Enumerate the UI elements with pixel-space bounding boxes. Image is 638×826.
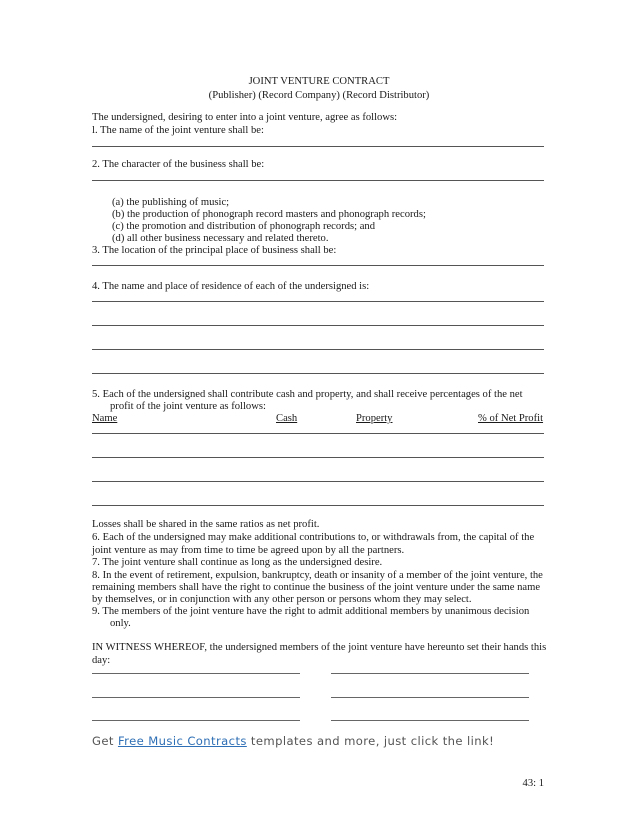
fill-line-residence-3[interactable] — [92, 349, 544, 350]
clause-5-line-2: profit of the joint venture as follows: — [110, 401, 266, 412]
clause-6-line-2: joint venture as may from time to time be agreed upon by all the partners. — [92, 545, 405, 556]
clause-8-line-3: by themselves, or in conjunction with any other person or persons whom they may select. — [92, 594, 472, 605]
clause-5-line-1: 5. Each of the undersigned shall contribute cash and property, and shall receive percentages of the net — [92, 389, 523, 400]
clause-2-item-b: (b) the production of phonograph record masters and phonograph records; — [112, 209, 426, 220]
intro-text: The undersigned, desiring to enter into a joint venture, agree as follows: — [92, 112, 398, 123]
clause-1: l. The name of the joint venture shall be: — [92, 125, 264, 136]
fill-line-contribution-2[interactable] — [92, 457, 544, 458]
document-title: JOINT VENTURE CONTRACT — [248, 76, 390, 87]
document-subtitle: (Publisher) (Record Company) (Record Distributor) — [208, 90, 430, 101]
witness-text-line-2: day: — [92, 655, 111, 666]
clause-9-line-2: only. — [110, 618, 131, 629]
fill-line-business-character[interactable] — [92, 180, 544, 181]
clause-7: 7. The joint venture shall continue as long as the undersigned desire. — [92, 557, 383, 568]
signature-line-right-2[interactable] — [331, 697, 529, 698]
clause-2-item-d: (d) all other business necessary and related thereto. — [112, 233, 329, 244]
clause-8-line-2: remaining members shall have the right to continue the business of the joint venture under the same name — [92, 582, 541, 593]
clause-4: 4. The name and place of residence of each of the undersigned is: — [92, 281, 370, 292]
fill-line-venture-name[interactable] — [92, 146, 544, 147]
footer-prefix: Get — [92, 734, 118, 748]
clause-2: 2. The character of the business shall be: — [92, 159, 265, 170]
signature-line-left-3[interactable] — [92, 720, 300, 721]
losses-clause: Losses shall be shared in the same ratios as net profit. — [92, 519, 320, 530]
fill-line-residence-2[interactable] — [92, 325, 544, 326]
footer-promo — [92, 734, 494, 748]
free-music-contracts-link[interactable]: Free Music Contracts — [117, 734, 247, 748]
column-header-net-profit: % of Net Profit — [478, 413, 544, 424]
column-header-name: Name — [92, 413, 118, 424]
fill-line-contribution-3[interactable] — [92, 481, 544, 482]
signature-line-right-1[interactable] — [331, 673, 529, 674]
clause-9-line-1: 9. The members of the joint venture have the right to admit additional members by unanimous decision — [92, 606, 530, 617]
clause-2-item-c: (c) the promotion and distribution of phonograph records; and — [112, 221, 376, 232]
fill-line-contribution-1[interactable] — [92, 433, 544, 434]
fill-line-residence-1[interactable] — [92, 301, 544, 302]
fill-line-residence-4[interactable] — [92, 373, 544, 374]
signature-line-left-1[interactable] — [92, 673, 300, 674]
signature-line-left-2[interactable] — [92, 697, 300, 698]
clause-8-line-1: 8. In the event of retirement, expulsion, bankruptcy, death or insanity of a member of the joint venture, the — [92, 570, 543, 581]
fill-line-location[interactable] — [92, 265, 544, 266]
footer-suffix: templates and more, just click the link! — [246, 734, 495, 748]
column-header-cash: Cash — [276, 413, 298, 424]
signature-line-right-3[interactable] — [331, 720, 529, 721]
witness-text-line-1: IN WITNESS WHEREOF, the undersigned members of the joint venture have hereunto set their hands this — [92, 642, 547, 653]
clause-3: 3. The location of the principal place of business shall be: — [92, 245, 337, 256]
clause-6-line-1: 6. Each of the undersigned may make additional contributions to, or withdrawals from, the capital of the — [92, 532, 535, 543]
clause-2-item-a: (a) the publishing of music; — [112, 197, 230, 208]
page-number: 43: 1 — [522, 778, 544, 789]
fill-line-contribution-4[interactable] — [92, 505, 544, 506]
column-header-property: Property — [356, 413, 393, 424]
